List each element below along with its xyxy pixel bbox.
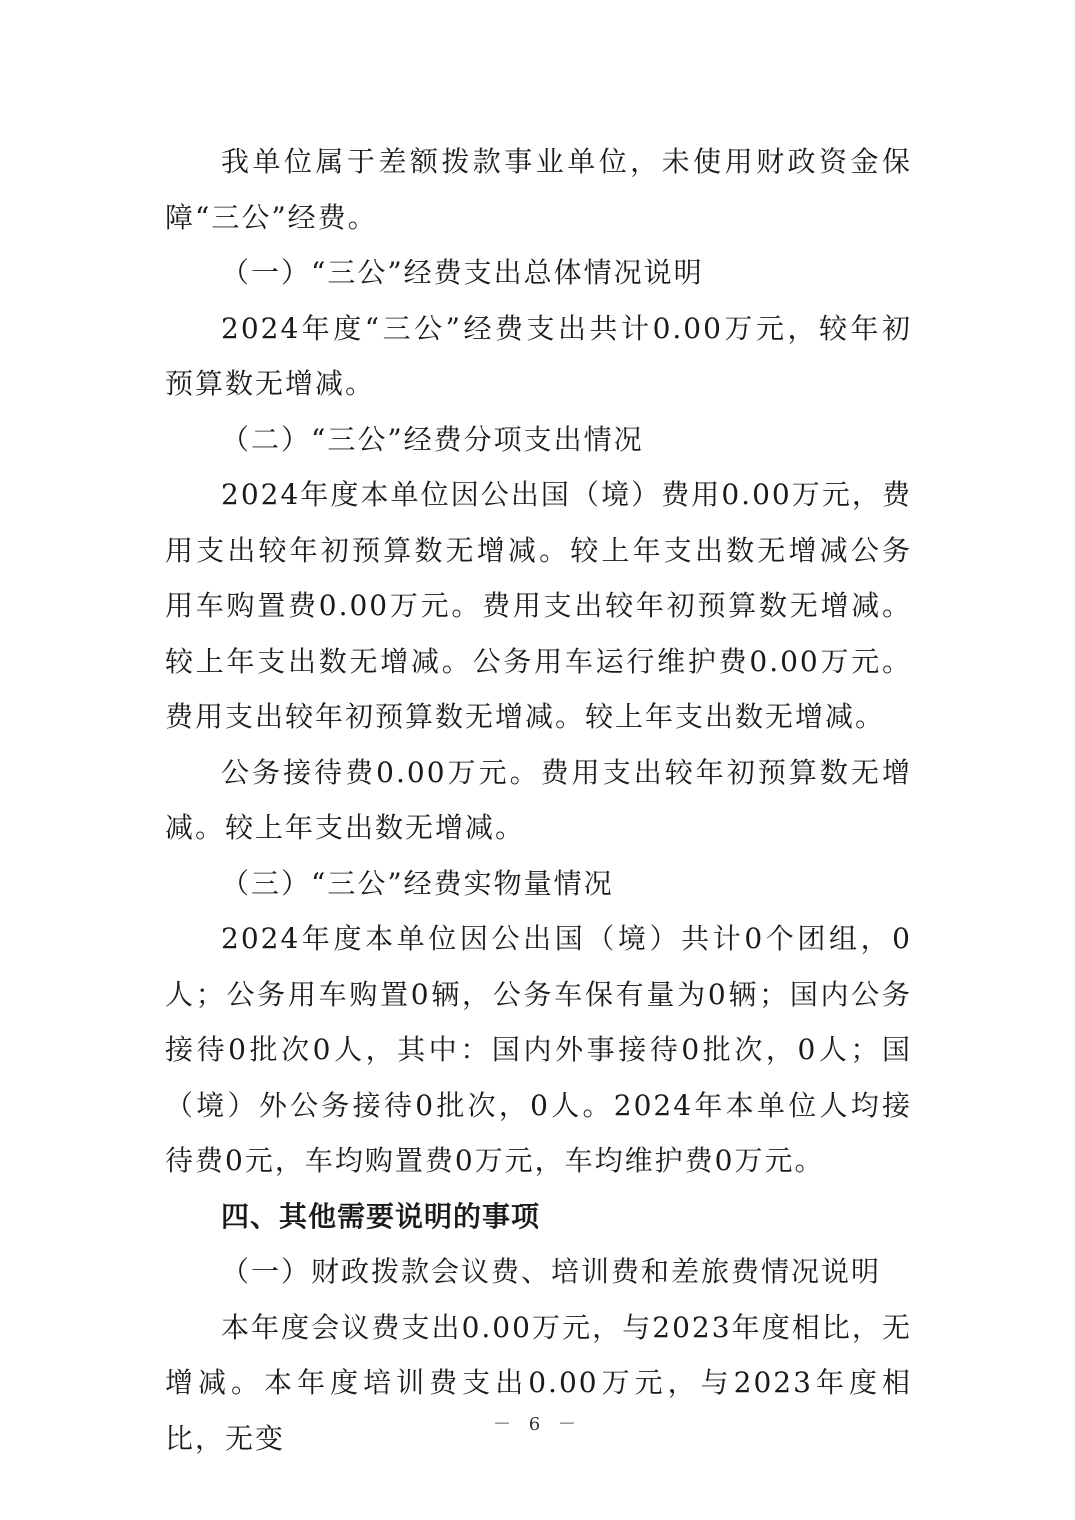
document-body <box>165 134 912 1466</box>
page-number: － 6 － <box>493 1414 582 1435</box>
paragraph-meeting-training: 本年度会议费支出0.00万元，与2023年度相比，无增减。本年度培训费支出0.00万元，与2023年度相比，无变 <box>165 1310 912 1455</box>
paragraph-reception-expense: 公务接待费0.00万元。费用支出较年初预算数无增减。较上年支出数无增减。 <box>165 755 912 844</box>
paragraph-itemized-expenditure: 2024年度本单位因公出国（境）费用0.00万元，费用支出较年初预算数无增减。较上年支出数无增减公务用车购置费0.00万元。费用支出较年初预算数无增减。较上年支出数无增减。公务用车运行维护费0.00万元。费用支出较年初预算数无增减。较上年支出数无增减。 <box>165 478 912 733</box>
section-heading-other-matters: 四、其他需要说明的事项 <box>221 1199 541 1233</box>
heading-meeting-training-travel: （一）财政拨款会议费、培训费和差旅费情况说明 <box>221 1255 882 1288</box>
heading-itemized-expenditure: （二）“三公”经费分项支出情况 <box>221 422 644 456</box>
paragraph-funding-note: 我单位属于差额拨款事业单位，未使用财政资金保障“三公”经费。 <box>165 145 912 234</box>
paragraph-total-expenditure: 2024年度“三公”经费支出共计0.00万元，较年初预算数无增减。 <box>165 311 912 400</box>
paragraph-physical-quantities: 2024年度本单位因公出国（境）共计0个团组，0人；公务用车购置0辆，公务车保有量为0辆；国内公务接待0批次0人，其中：国内外事接待0批次，0人；国（境）外公务接待0批次，0人。2024年本单位人均接待费0元，车均购置费0万元，车均维护费0万元。 <box>165 922 912 1177</box>
heading-physical-quantities: （三）“三公”经费实物量情况 <box>221 866 614 900</box>
heading-overall-expenditure: （一）“三公”经费支出总体情况说明 <box>221 256 704 289</box>
